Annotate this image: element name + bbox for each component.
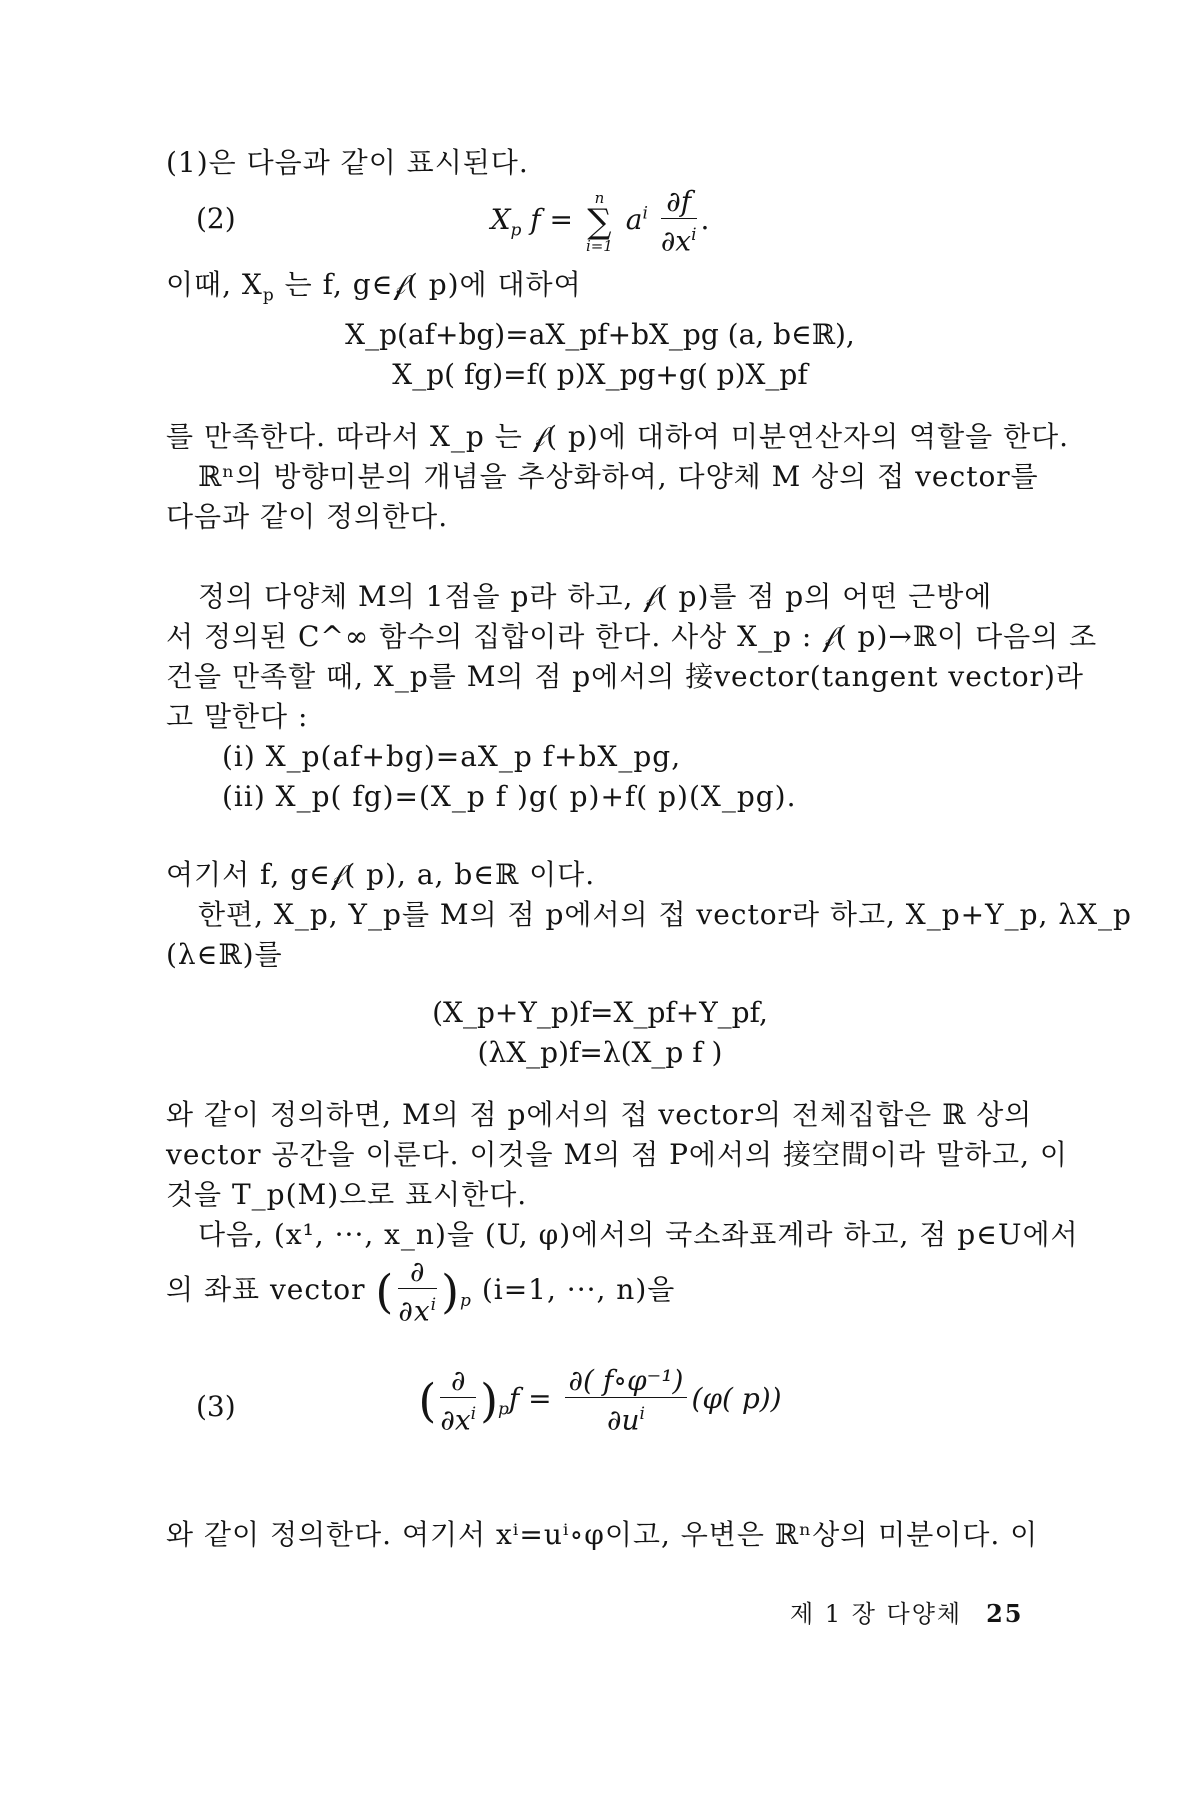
- text-line: ℝⁿ의 방향미분의 개념을 추상화하여, 다양체 M 상의 접 vector를: [198, 460, 1039, 493]
- fraction: [398, 1256, 437, 1327]
- eq-symbol: X: [490, 203, 511, 237]
- sum-lower: i=1: [585, 236, 613, 255]
- text-line: vector 공간을 이룬다. 이것을 M의 점 P에서의 接空間이라 말하고, 이: [166, 1138, 1068, 1171]
- text-line: 다음, (x¹, ···, x_n)을 (U, φ)에서의 국소좌표계라 하고, 점 p∈U에서: [198, 1218, 1079, 1251]
- page-number: 25: [986, 1599, 1024, 1628]
- text-line: (1)은 다음과 같이 표시된다.: [166, 146, 529, 179]
- fraction-numerator: ∂: [398, 1256, 437, 1289]
- eq-superscript: i: [639, 1403, 645, 1424]
- sigma-symbol: ∑: [587, 201, 612, 242]
- equation-line: X_p( fg)=f( p)X_pg+g( p)X_pf: [392, 358, 808, 391]
- text-line: [166, 1256, 675, 1333]
- definition-line: 서 정의된 C^∞ 함수의 집합이라 한다. 사상 X_p : 𝒻( p)→ℝ이 다음의 조: [166, 620, 1098, 653]
- summation: [585, 188, 613, 255]
- fraction-numerator: ∂f: [661, 186, 697, 219]
- eq-subscript: p: [460, 1290, 472, 1311]
- text-line: 를 만족한다. 따라서 X_p 는 𝒻( p)에 대하여 미분연산자의 역할을 한다.: [166, 420, 1070, 453]
- eq-subscript: p: [498, 1399, 509, 1420]
- definition-line: 정의 다양체 M의 1점을 p라 하고, 𝒻( p)를 점 p의 어떤 근방에: [198, 580, 993, 613]
- condition-item: (i) X_p(af+bg)=aX_p f+bX_pg,: [222, 740, 682, 773]
- text-line: 한편, X_p, Y_p를 M의 점 p에서의 접 vector라 하고, X_p+Y_p, λX_p: [198, 898, 1132, 931]
- definition-line: 건을 만족할 때, X_p를 M의 점 p에서의 接vector(tangent vector)라: [166, 660, 1084, 693]
- paren: (: [418, 1373, 437, 1428]
- eq-subscript: p: [262, 285, 275, 306]
- definition-line: 고 말한다 :: [166, 700, 309, 733]
- eq-symbol: f =: [508, 1382, 552, 1415]
- sum-upper: n: [594, 188, 605, 207]
- text-span: 는 f, g∈𝒻( p)에 대하여: [274, 268, 582, 301]
- fraction-denominator: ∂u: [607, 1403, 640, 1437]
- eq-superscript: i: [691, 225, 697, 245]
- text-span: 이때, X: [166, 268, 263, 301]
- text-line: 것을 T_p(M)으로 표시한다.: [166, 1178, 528, 1211]
- equation-3: [0, 1364, 1200, 1445]
- eq-superscript: i: [470, 1403, 477, 1424]
- eq-symbol: f =: [530, 203, 574, 237]
- text-span: 의 좌표 vector: [166, 1273, 366, 1307]
- equation-number: (2): [196, 202, 236, 235]
- paren: ): [441, 1264, 461, 1319]
- equation-line: X_p(af+bg)=aX_pf+bX_pg (a, b∈ℝ),: [345, 318, 855, 351]
- text-line: [166, 268, 582, 313]
- fraction-denominator: ∂x: [660, 224, 692, 258]
- eq-symbol: a: [625, 203, 643, 237]
- eq-superscript: i: [430, 1295, 438, 1315]
- text-line: (λ∈ℝ)를: [166, 938, 283, 971]
- eq-subscript: p: [510, 220, 522, 241]
- text-line: 여기서 f, g∈𝒻( p), a, b∈ℝ 이다.: [166, 858, 596, 891]
- fraction-denominator: ∂x: [440, 1403, 471, 1437]
- fraction: [565, 1365, 688, 1436]
- chapter-title: 제 1 장 다양체: [790, 1600, 963, 1628]
- equation-number: (3): [196, 1390, 236, 1423]
- text-span: (i=1, ···, n)을: [481, 1273, 676, 1307]
- equation-2: [0, 186, 1200, 257]
- text-line: 다음과 같이 정의한다.: [166, 500, 449, 533]
- condition-item: (ii) X_p( fg)=(X_p f )g( p)+f( p)(X_pg).: [222, 780, 797, 813]
- equation-line: (X_p+Y_p)f=X_pf+Y_pf,: [432, 996, 768, 1029]
- fraction: [661, 186, 697, 257]
- fraction-numerator: ∂: [440, 1365, 476, 1398]
- paren: (: [375, 1264, 395, 1319]
- eq-superscript: i: [642, 203, 648, 224]
- eq-symbol: .: [700, 203, 710, 237]
- page-footer: [790, 1594, 1023, 1629]
- fraction-numerator: ∂( f∘φ⁻¹): [565, 1365, 688, 1398]
- paren: ): [480, 1373, 499, 1428]
- text-line: 와 같이 정의하면, M의 점 p에서의 접 vector의 전체집합은 ℝ 상의: [166, 1098, 1033, 1131]
- equation-line: (λX_p)f=λ(X_p f ): [477, 1036, 723, 1069]
- fraction-denominator: ∂x: [398, 1294, 431, 1328]
- text-line: 와 같이 정의한다. 여기서 xⁱ=uⁱ∘φ이고, 우변은 ℝⁿ상의 미분이다. 이: [166, 1518, 1039, 1551]
- eq-symbol: (φ( p)): [691, 1382, 782, 1415]
- fraction: [440, 1365, 476, 1436]
